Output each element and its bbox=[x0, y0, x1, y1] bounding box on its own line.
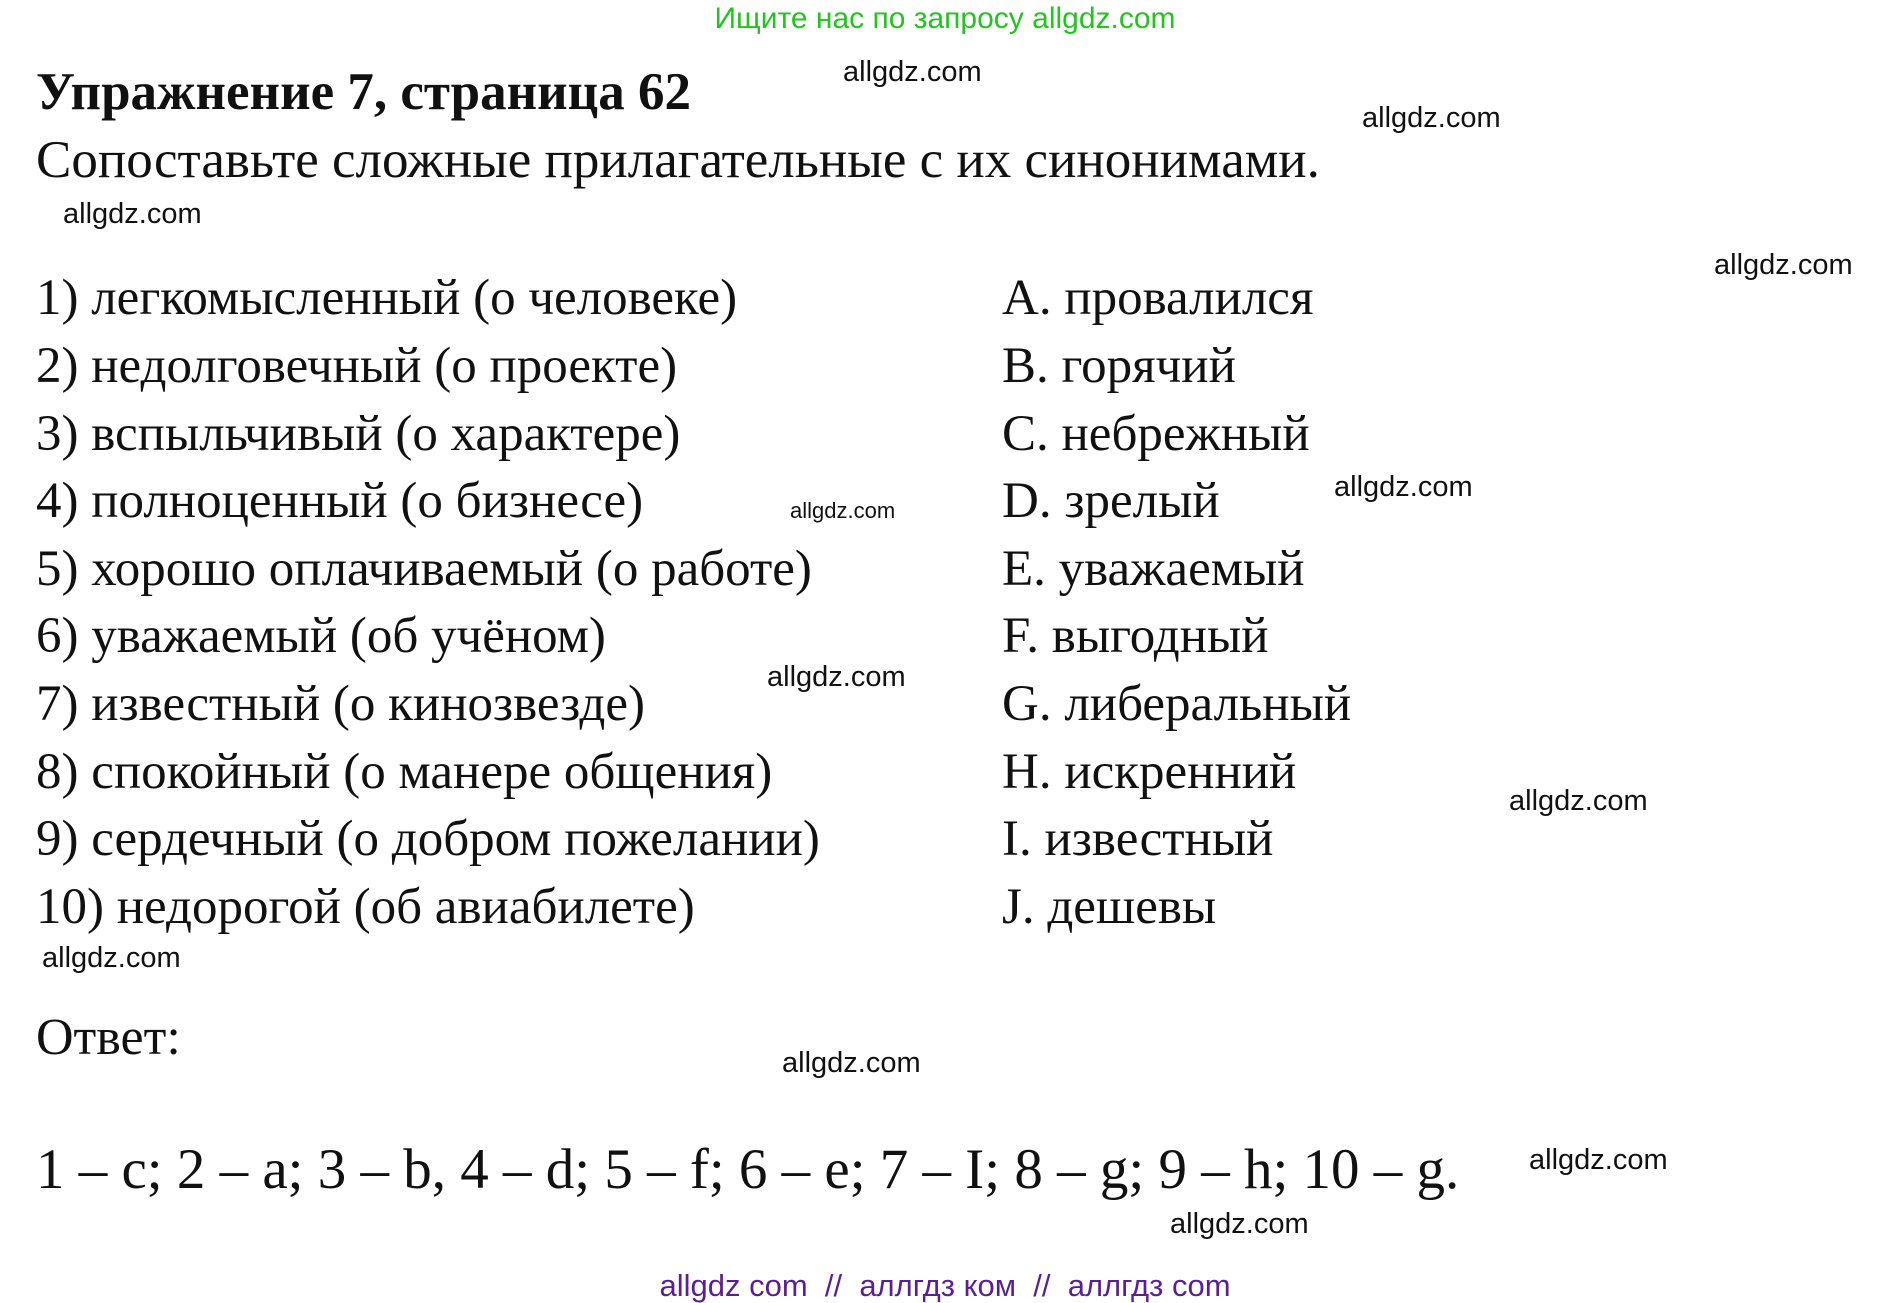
left-item: 8) спокойный (о манере общения) bbox=[36, 744, 773, 800]
task-instruction: Сопоставьте сложные прилагательные с их синонимами. bbox=[36, 131, 1320, 189]
watermark: allgdz.com bbox=[1362, 102, 1501, 134]
page-title: Упражнение 7, страница 62 bbox=[36, 63, 691, 121]
watermark: allgdz.com bbox=[1714, 249, 1853, 281]
left-item: 1) легкомысленный (о человеке) bbox=[36, 270, 738, 326]
watermark: allgdz.com bbox=[1509, 785, 1648, 817]
right-item: G. либеральный bbox=[1002, 676, 1352, 732]
right-item: A. провалился bbox=[1002, 270, 1314, 326]
watermark: allgdz.com bbox=[42, 942, 181, 974]
watermark: allgdz.com bbox=[1170, 1208, 1309, 1240]
watermark: allgdz.com bbox=[790, 498, 896, 523]
left-item: 9) сердечный (о добром пожелании) bbox=[36, 811, 820, 867]
right-item: C. небрежный bbox=[1002, 406, 1310, 462]
right-item: D. зрелый bbox=[1002, 473, 1220, 529]
right-item: E. уважаемый bbox=[1002, 541, 1305, 597]
left-item: 6) уважаемый (об учёном) bbox=[36, 608, 606, 664]
left-item: 3) вспыльчивый (о характере) bbox=[36, 406, 681, 462]
watermark: allgdz.com bbox=[767, 661, 906, 693]
right-item: H. искренний bbox=[1002, 744, 1297, 800]
watermark: allgdz.com bbox=[843, 56, 982, 88]
answer-text: 1 – c; 2 – a; 3 – b, 4 – d; 5 – f; 6 – e; 7 – I; 8 – g; 9 – h; 10 – g. bbox=[36, 1138, 1460, 1201]
left-item: 7) известный (о кинозвезде) bbox=[36, 676, 645, 732]
left-item: 2) недолговечный (о проекте) bbox=[36, 338, 678, 394]
right-item: J. дешевы bbox=[1002, 879, 1217, 935]
answer-label: Ответ: bbox=[36, 1009, 181, 1066]
watermark: allgdz.com bbox=[1334, 471, 1473, 503]
watermark: allgdz.com bbox=[1529, 1144, 1668, 1176]
right-item: B. горячий bbox=[1002, 338, 1236, 394]
watermark: allgdz.com bbox=[63, 198, 202, 230]
right-item: I. известный bbox=[1002, 811, 1274, 867]
footer-links: allgdz com // аллгдз ком // аллгдз com bbox=[659, 1268, 1231, 1303]
right-item: F. выгодный bbox=[1002, 608, 1269, 664]
left-item: 4) полноценный (о бизнесе) bbox=[36, 473, 644, 529]
left-item: 5) хорошо оплачиваемый (о работе) bbox=[36, 541, 812, 597]
watermark: allgdz.com bbox=[782, 1047, 921, 1079]
left-item: 10) недорогой (об авиабилете) bbox=[36, 879, 695, 935]
promo-banner: Ищите нас по запросу allgdz.com bbox=[714, 2, 1176, 35]
